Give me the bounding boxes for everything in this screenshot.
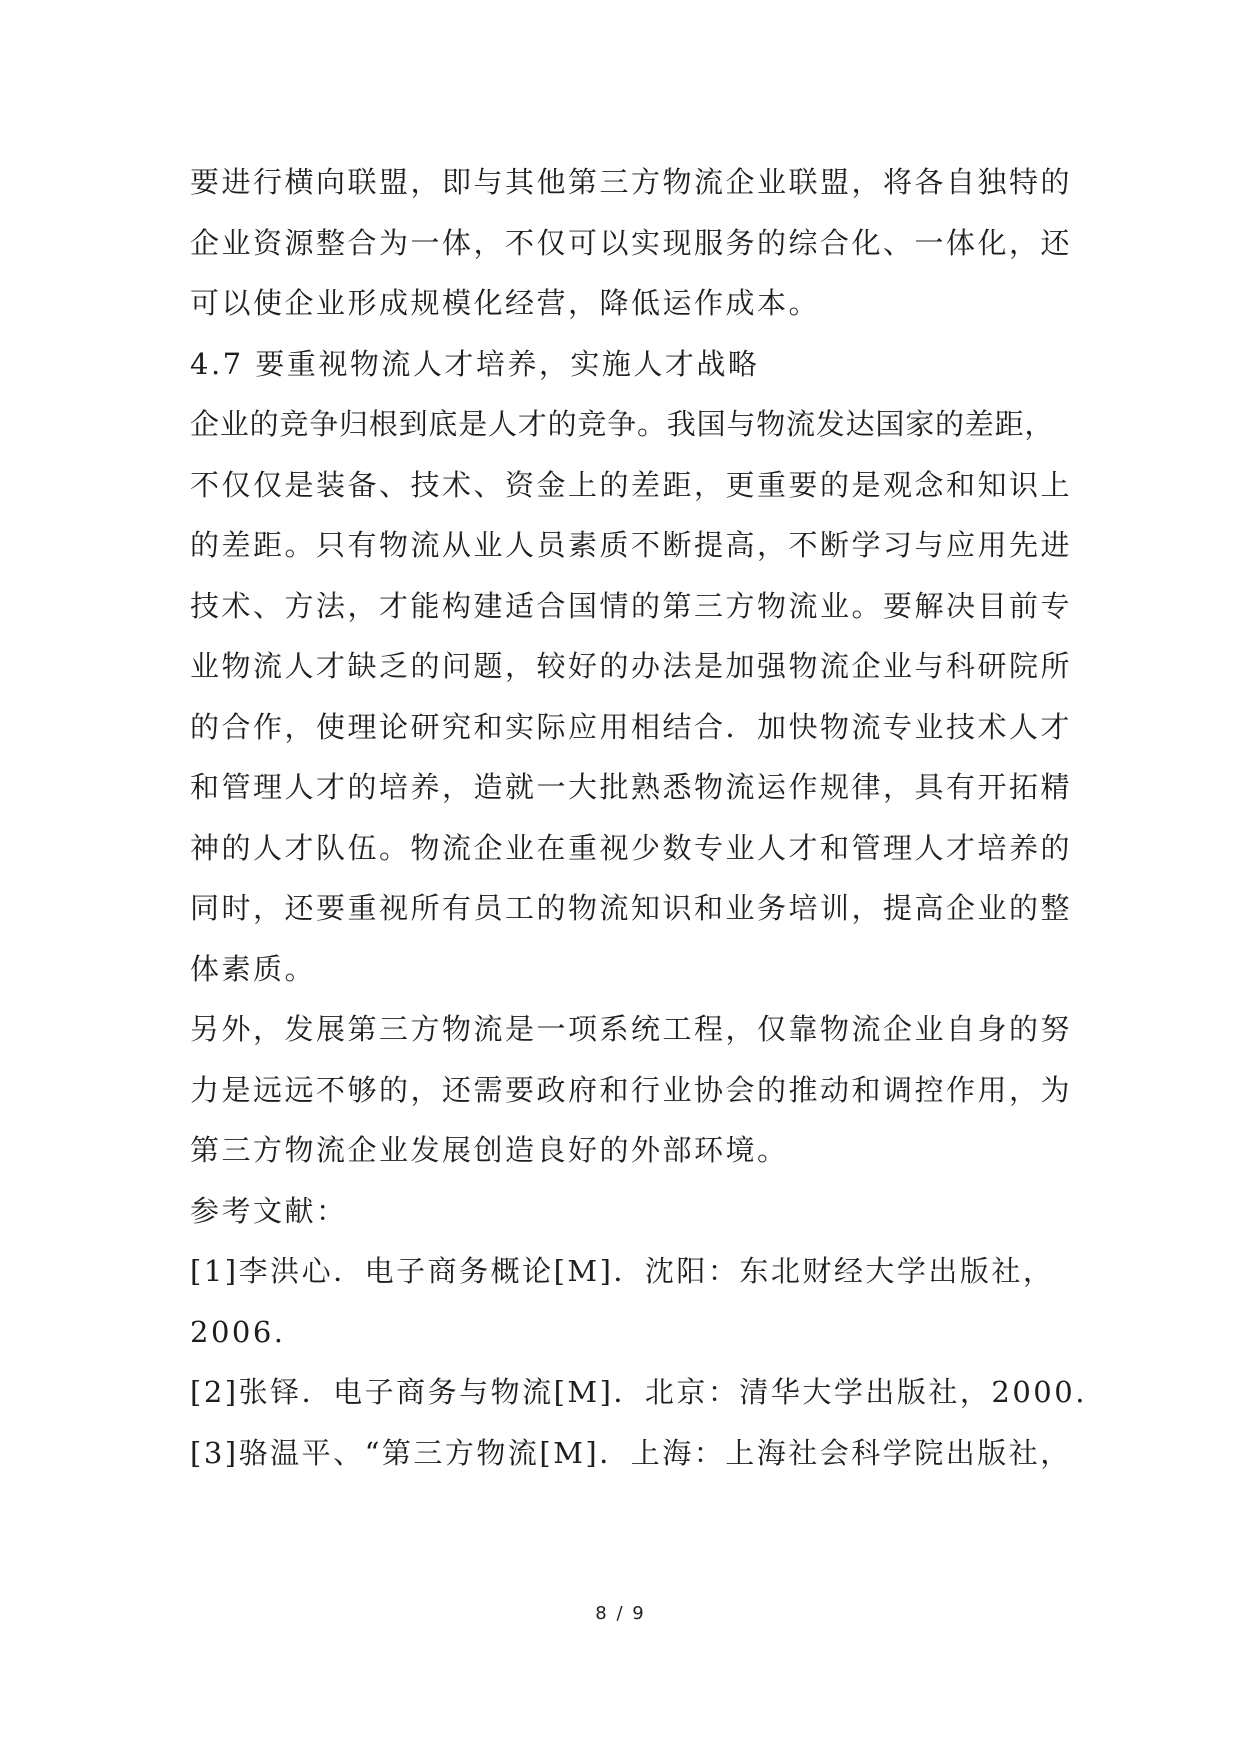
document-body — [190, 152, 1087, 1483]
text-line: 神的人才队伍。物流企业在重视少数专业人才和管理人才培养的 — [190, 830, 1073, 865]
text-line: 的差距。只有物流从业人员素质不断提高，不断学习与应用先进 — [190, 528, 1073, 562]
reference-item: [1]李洪心．电子商务概论[M]．沈阳：东北财经大学出版社， — [190, 1254, 1055, 1288]
text-line: 的合作，使理论研究和实际应用相结合．加快物流专业技术人才 — [190, 709, 1073, 744]
text-line: 另外，发展第三方物流是一项系统工程，仅靠物流企业自身的努 — [190, 1012, 1073, 1046]
text-line: 力是远远不够的，还需要政府和行业协会的推动和调控作用，为 — [190, 1072, 1073, 1107]
reference-item: 2006. — [190, 1314, 286, 1349]
text-line: 要进行横向联盟，即与其他第三方物流企业联盟，将各自独特的 — [190, 165, 1073, 199]
text-line: 企业的竞争归根到底是人才的竞争。我国与物流发达国家的差距， — [190, 407, 1055, 441]
text-line: 技术、方法，才能构建适合国情的第三方物流业。要解决目前专 — [190, 588, 1073, 623]
text-line: 体素质。 — [190, 951, 317, 986]
references-heading: 参考文献： — [190, 1193, 348, 1228]
reference-item: [2]张铎．电子商务与物流[M]．北京：清华大学出版社，2000. — [190, 1375, 1087, 1409]
page-number: 8 / 9 — [595, 1603, 646, 1624]
text-line: 第三方物流企业发展创造良好的外部环境。 — [190, 1133, 789, 1167]
text-line: 业物流人才缺乏的问题，较好的办法是加强物流企业与科研院所 — [190, 649, 1073, 683]
section-heading: 4.7 要重视物流人才培养，实施人才战略 — [190, 346, 760, 381]
text-line: 和管理人才的培养，造就一大批熟悉物流运作规律，具有开拓精 — [190, 770, 1073, 804]
text-line: 企业资源整合为一体，不仅可以实现服务的综合化、一体化，还 — [190, 225, 1073, 260]
reference-item: [3]骆温平、“第三方物流[M]．上海：上海社会科学院出版社， — [190, 1435, 1072, 1470]
text-line: 可以使企业形成规模化经营，降低运作成本。 — [190, 286, 821, 320]
text-line: 不仅仅是装备、技术、资金上的差距，更重要的是观念和知识上 — [190, 467, 1073, 502]
text-line: 同时，还要重视所有员工的物流知识和业务培训，提高企业的整 — [190, 891, 1073, 925]
